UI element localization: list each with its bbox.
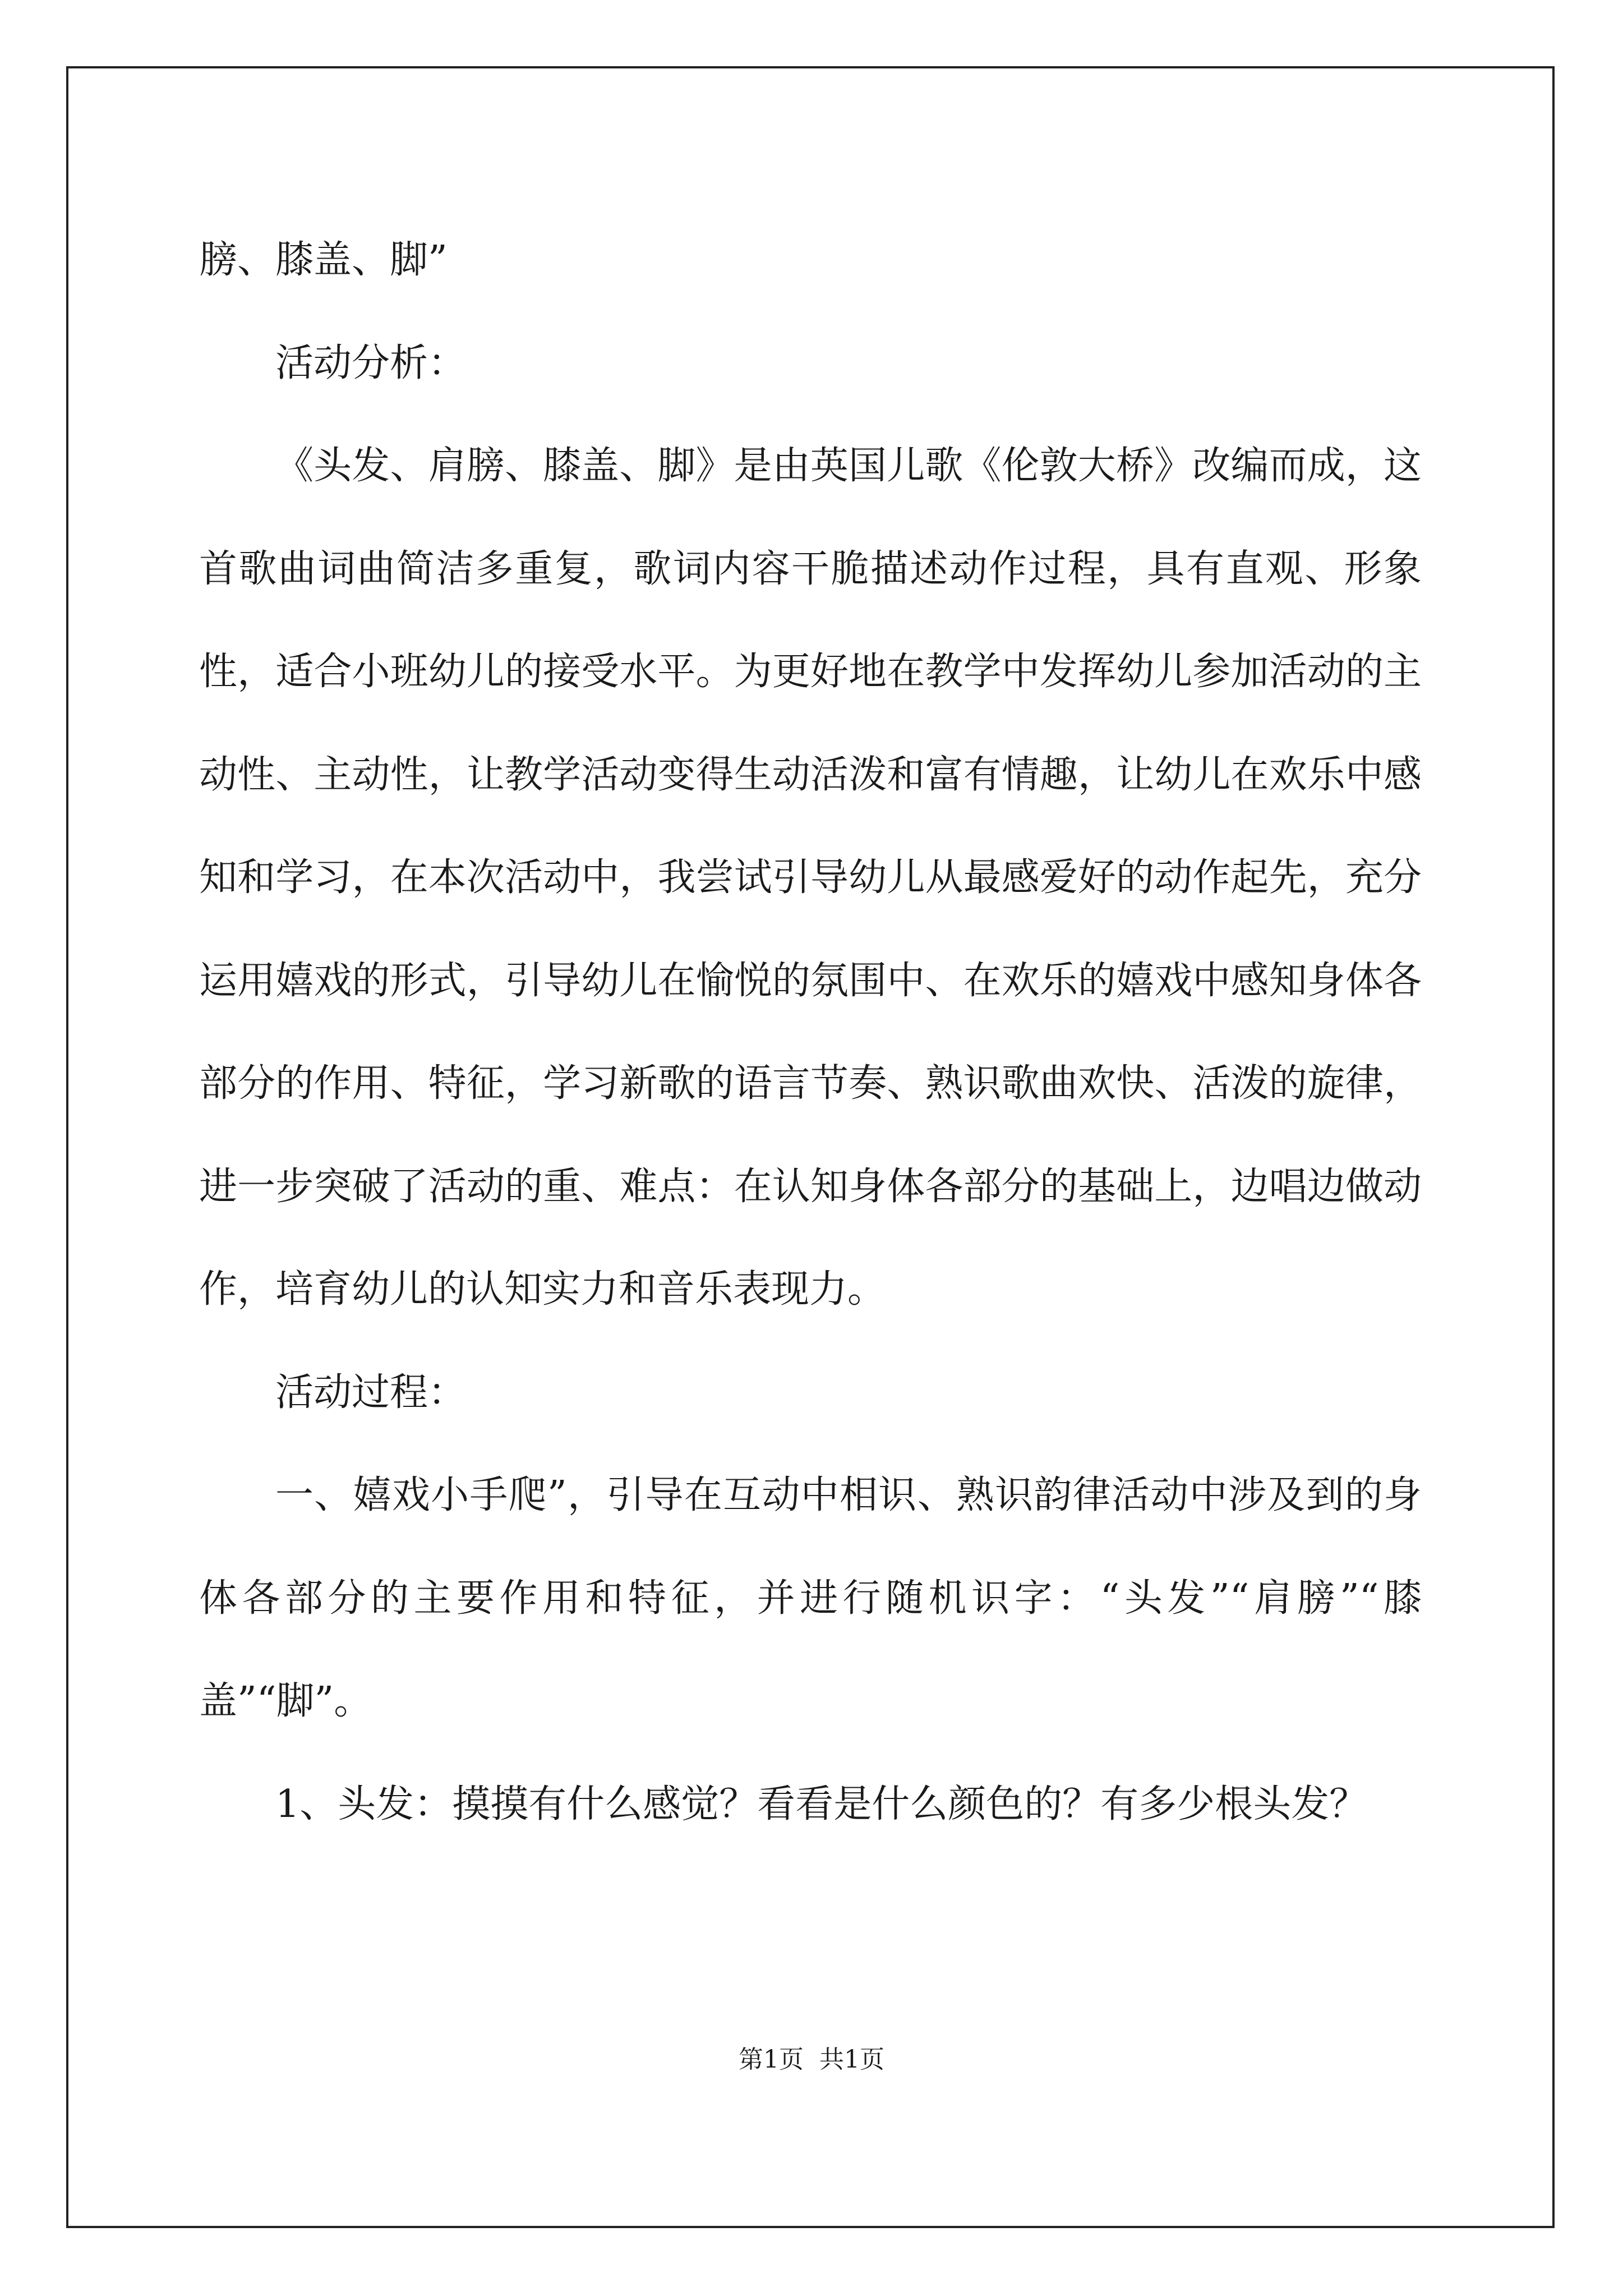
paragraph-1: 膀、膝盖、脚” (199, 238, 448, 282)
paragraph-5: 一、嬉戏小手爬”，引导在互动中相识、熟识韵律活动中涉及到的身体各部分的主要作用和特征，并进行随机识字：“头发”“肩膀”“膝盖”“脚”。 (199, 1473, 1422, 1723)
paragraph-2: 活动分析： (275, 341, 467, 385)
paragraph-6: 1、头发：摸摸有什么感觉？看看是什么颜色的？有多少根头发？ (275, 1782, 1368, 1826)
paragraph-4: 活动过程： (275, 1370, 467, 1415)
document-body (199, 209, 1422, 1856)
page-footer: 第1页 共1页 (739, 2045, 884, 2074)
paragraph-3: 《头发、肩膀、膝盖、脚》是由英国儿歌《伦敦大桥》改编而成，这首歌曲词曲简洁多重复，歌词内容干脆描述动作过程，具有直观、形象性，适合小班幼儿的接受水平。为更好地在教学中发挥幼儿参加活动的主动性、主动性，让教学活动变得生动活泼和富有情趣，让幼儿在欢乐中感知和学习，在本次活动中，我尝试引导幼儿从最感爱好的动作起先，充分运用嬉戏的形式，引导幼儿在愉悦的氛围中、在欢乐的嬉戏中感知身体各部分的作用、特征，学习新歌的语言节奏、熟识歌曲欢快、活泼的旋律，进一步突破了活动的重、难点：在认知身体各部分的基础上，边唱边做动作，培育幼儿的认知实力和音乐表现力。 (199, 444, 1422, 1312)
